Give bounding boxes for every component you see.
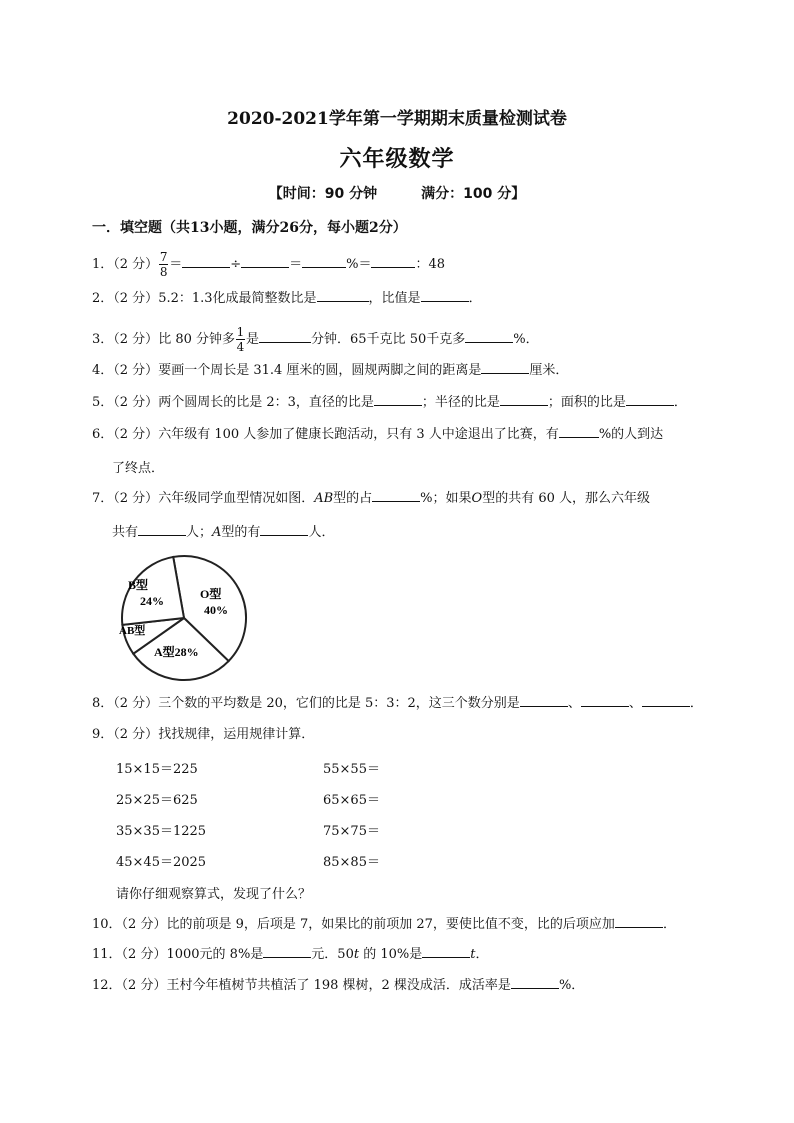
equals-sign: ＝ bbox=[169, 257, 183, 272]
question-number: 5．（2 分） bbox=[92, 395, 159, 410]
question-number: 8．（2 分） bbox=[92, 696, 159, 711]
slice-label-b-name: B型 bbox=[128, 578, 149, 592]
answer-blank[interactable] bbox=[138, 523, 186, 536]
question-number: 9．（2 分） bbox=[92, 727, 159, 742]
question-text: 比的前项是 9，后项是 7，如果比的前项加 27，要使比值不变，比的后项应加 bbox=[166, 917, 615, 932]
question-text: 5.2：1.3化成最简整数比是 bbox=[158, 291, 317, 306]
pie-slices bbox=[122, 556, 246, 680]
answer-blank[interactable] bbox=[260, 523, 308, 536]
fraction-denominator: 4 bbox=[236, 340, 245, 354]
answer-blank[interactable] bbox=[371, 255, 415, 268]
question-1 bbox=[92, 251, 445, 278]
blood-type-symbol: AB bbox=[314, 491, 334, 506]
question-7 bbox=[92, 489, 650, 508]
question-4 bbox=[92, 361, 568, 380]
question-number: 10．（2 分） bbox=[92, 917, 167, 932]
answer-blank[interactable] bbox=[421, 289, 469, 302]
question-9-ask: 请你仔细观察算式，发现了什么？ bbox=[116, 887, 312, 902]
question-12 bbox=[92, 976, 584, 995]
question-text: 要画一个周长是 31.4 厘米的圆，圆规两脚之间的距离是 bbox=[158, 363, 482, 378]
equals-sign: ＝ bbox=[289, 257, 303, 272]
divide-sign: ÷ bbox=[230, 257, 242, 272]
answer-blank[interactable] bbox=[465, 330, 513, 343]
blood-type-pie-chart bbox=[114, 553, 254, 683]
answer-blank[interactable] bbox=[263, 945, 311, 958]
question-text: 厘米． bbox=[529, 363, 569, 378]
question-text: 王村今年植树节共植活了 198 棵树，2 棵没成活．成活率是 bbox=[166, 978, 511, 993]
question-text: %；如果 bbox=[420, 491, 472, 506]
answer-blank[interactable] bbox=[581, 694, 629, 707]
question-2 bbox=[92, 289, 482, 308]
question-9 bbox=[92, 726, 314, 744]
question-text: ． bbox=[468, 291, 482, 306]
question-text: ，比值是 bbox=[368, 291, 421, 306]
question-7-continued bbox=[112, 521, 334, 540]
fraction bbox=[236, 326, 245, 353]
question-text: 型的共有 60 人，那么六年级 bbox=[482, 491, 651, 506]
unit-symbol: t bbox=[470, 947, 476, 962]
answer-blank[interactable] bbox=[182, 255, 230, 268]
question-text: 六年级有 100 人参加了健康长跑活动，只有 3 人中途退出了比赛，有 bbox=[158, 427, 559, 442]
slice-label-o-pct: 40% bbox=[204, 603, 228, 617]
slice-label-a: A型28% bbox=[154, 645, 199, 659]
question-number: 6．（2 分） bbox=[92, 427, 159, 442]
subject-title: 六年级数学 bbox=[339, 146, 455, 172]
question-text: 型的占 bbox=[333, 491, 373, 506]
question-text: %． bbox=[558, 978, 585, 993]
equation-left: 15×15＝225 bbox=[116, 762, 198, 777]
separator: 、 bbox=[628, 696, 642, 711]
question-text: 型的有 bbox=[221, 525, 261, 540]
exam-title: 2020-2021学年第一学期期末质量检测试卷 bbox=[227, 109, 567, 129]
answer-blank[interactable] bbox=[317, 289, 369, 302]
question-text: ；面积的比是 bbox=[547, 395, 626, 410]
separator: 、 bbox=[567, 696, 581, 711]
fraction-numerator: 7 bbox=[159, 250, 168, 264]
answer-blank[interactable] bbox=[259, 330, 311, 343]
question-text: 找找规律，运用规律计算． bbox=[158, 727, 315, 742]
question-text: 比 80 分钟多 bbox=[158, 332, 235, 347]
equation-right: 75×75＝ bbox=[323, 824, 380, 839]
fraction-numerator: 1 bbox=[236, 325, 245, 339]
answer-blank[interactable] bbox=[241, 255, 289, 268]
question-6 bbox=[92, 425, 663, 444]
question-text: 分钟．65千克比 50千克多 bbox=[311, 332, 466, 347]
question-text: 人． bbox=[308, 525, 335, 540]
fraction-denominator: 8 bbox=[159, 265, 168, 279]
question-number: 1．（2 分） bbox=[92, 257, 159, 272]
question-text: ． bbox=[475, 947, 489, 962]
equation-left: 25×25＝625 bbox=[116, 793, 198, 808]
question-3 bbox=[92, 326, 539, 353]
equation-left: 35×35＝1225 bbox=[116, 824, 207, 839]
question-text: 是 bbox=[246, 332, 260, 347]
equation-right: 85×85＝ bbox=[323, 855, 380, 870]
question-text: 人； bbox=[186, 525, 213, 540]
answer-blank[interactable] bbox=[422, 945, 470, 958]
question-8 bbox=[92, 694, 703, 713]
slice-label-ab: AB型 bbox=[119, 625, 146, 637]
answer-blank[interactable] bbox=[511, 976, 559, 989]
question-text: ． bbox=[662, 917, 676, 932]
question-number: 4．（2 分） bbox=[92, 363, 159, 378]
score-info: 满分：100 分】 bbox=[421, 186, 526, 202]
answer-blank[interactable] bbox=[520, 694, 568, 707]
question-text: 三个数的平均数是 20，它们的比是 5：3：2，这三个数分别是 bbox=[158, 696, 520, 711]
blood-type-symbol: O bbox=[471, 491, 483, 506]
exam-info bbox=[0, 183, 794, 203]
question-text: 1000元的 8%是 bbox=[166, 947, 264, 962]
question-text: ；半径的比是 bbox=[421, 395, 500, 410]
question-11 bbox=[92, 945, 489, 964]
question-number: 11．（2 分） bbox=[92, 947, 167, 962]
question-text: %的人到达 bbox=[598, 427, 664, 442]
blood-type-symbol: A bbox=[212, 525, 222, 540]
answer-blank[interactable] bbox=[374, 393, 422, 406]
question-number: 7．（2 分） bbox=[92, 491, 159, 506]
question-text: 元．50 bbox=[311, 947, 354, 962]
answer-blank[interactable] bbox=[559, 425, 599, 438]
question-6-continued: 了终点． bbox=[112, 461, 165, 476]
time-info: 【时间：90 分钟 bbox=[268, 186, 378, 202]
question-number: 2．（2 分） bbox=[92, 291, 159, 306]
answer-blank[interactable] bbox=[481, 361, 529, 374]
question-text: ． bbox=[689, 696, 703, 711]
question-text: 两个圆周长的比是 2：3，直径的比是 bbox=[158, 395, 374, 410]
fraction bbox=[159, 251, 168, 278]
question-text: 六年级同学血型情况如图． bbox=[158, 491, 315, 506]
equation-left: 45×45＝2025 bbox=[116, 855, 207, 870]
equation-right: 55×55＝ bbox=[323, 762, 380, 777]
ratio-tail: ：48 bbox=[415, 257, 446, 272]
question-10 bbox=[92, 915, 676, 934]
unit-symbol: t bbox=[353, 947, 360, 962]
slice-label-o-name: O型 bbox=[200, 587, 222, 601]
answer-blank[interactable] bbox=[615, 915, 663, 928]
question-number: 12．（2 分） bbox=[92, 978, 167, 993]
answer-blank[interactable] bbox=[372, 489, 420, 502]
question-text: %． bbox=[513, 332, 539, 347]
answer-blank[interactable] bbox=[302, 255, 346, 268]
question-text: 共有 bbox=[112, 525, 139, 540]
question-5 bbox=[92, 393, 687, 412]
question-text: ． bbox=[673, 395, 687, 410]
percent-equals: %＝ bbox=[346, 257, 372, 272]
equation-right: 65×65＝ bbox=[323, 793, 380, 808]
question-text: 的 10%是 bbox=[359, 947, 423, 962]
answer-blank[interactable] bbox=[626, 393, 674, 406]
answer-blank[interactable] bbox=[500, 393, 548, 406]
slice-label-b-pct: 24% bbox=[140, 594, 164, 608]
question-number: 3．（2 分） bbox=[92, 332, 159, 347]
answer-blank[interactable] bbox=[642, 694, 690, 707]
section-title: 一．填空题（共13小题，满分26分，每小题2分） bbox=[92, 220, 407, 236]
